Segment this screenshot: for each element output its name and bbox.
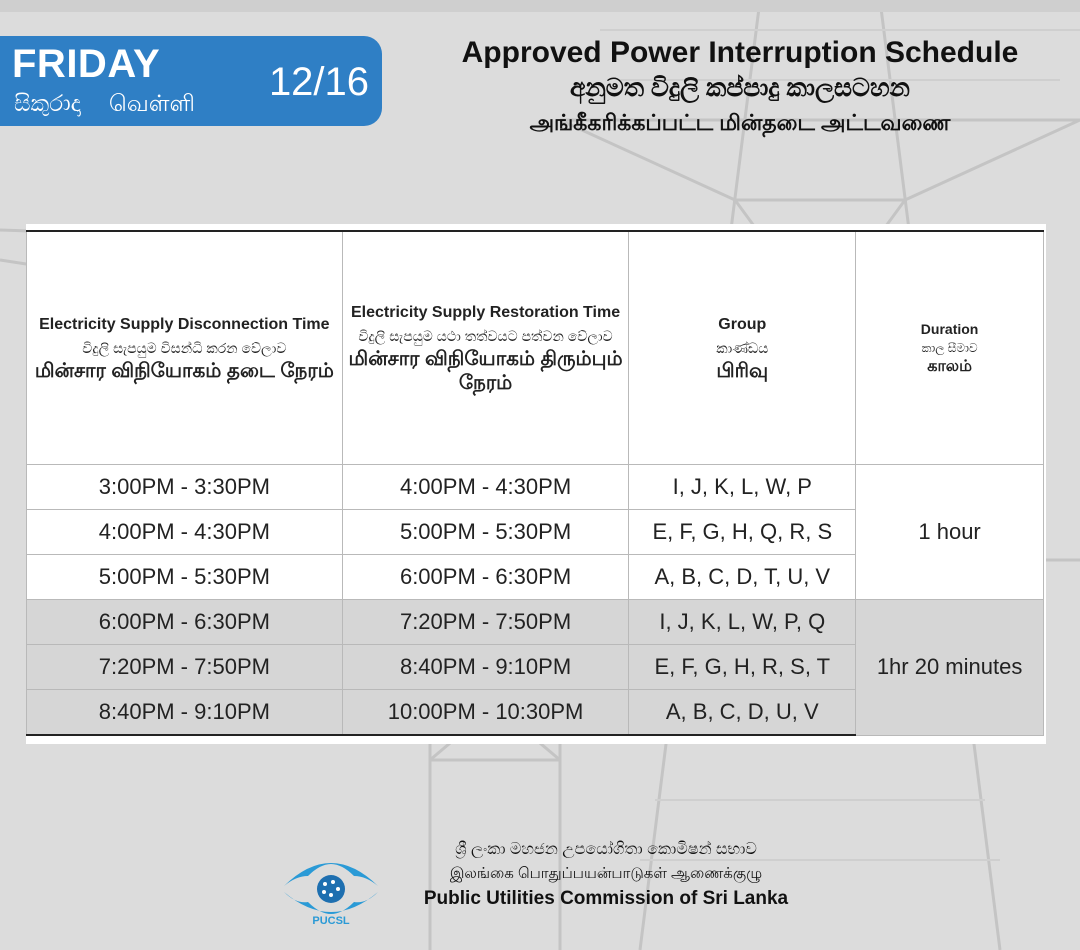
- logo-text: PUCSL: [312, 915, 350, 926]
- restore-time-cell: 10:00PM - 10:30PM: [342, 690, 629, 736]
- day-name-sinhala: සිකුරාදා: [14, 90, 81, 116]
- duration-cell: 1 hour: [856, 465, 1044, 600]
- header-duration: [856, 231, 1044, 465]
- header-sinhala: කාල සීමාව: [921, 341, 978, 355]
- header-restoration-time: [342, 231, 629, 465]
- disconnect-time-cell: 3:00PM - 3:30PM: [27, 465, 343, 510]
- header-english: Electricity Supply Disconnection Time: [39, 316, 330, 333]
- day-name-english: FRIDAY: [12, 42, 161, 86]
- header-sinhala: කාණ්ඩය: [716, 340, 769, 356]
- restore-time-cell: 6:00PM - 6:30PM: [342, 555, 629, 600]
- title-tamil: அங்கீகரிக்கப்பட்ட மின்தடை அட்டவணை: [529, 110, 951, 135]
- group-cell: E, F, G, H, Q, R, S: [629, 510, 856, 555]
- commission-name: [396, 838, 816, 912]
- group-cell: I, J, K, L, W, P: [629, 465, 856, 510]
- restore-time-cell: 4:00PM - 4:30PM: [342, 465, 629, 510]
- table-row: [27, 465, 1044, 510]
- header-tamil: மின்சார விநியோகம் திரும்பும் நேரம்: [348, 348, 623, 394]
- disconnect-time-cell: 5:00PM - 5:30PM: [27, 555, 343, 600]
- header-disconnection-time: [27, 231, 343, 465]
- day-name-tamil: வெள்ளி: [108, 90, 195, 116]
- disconnect-time-cell: 8:40PM - 9:10PM: [27, 690, 343, 736]
- commission-name-tamil: இலங்கை பொதுப்பயன்பாடுகள் ஆணைக்குழு: [449, 865, 763, 882]
- header-english: Group: [718, 316, 767, 333]
- header-sinhala: විදුලි සැපයුම යථා තත්වයට පත්වන වේලාව: [358, 328, 613, 344]
- group-cell: E, F, G, H, R, S, T: [629, 645, 856, 690]
- footer: [270, 838, 830, 928]
- table-header-row: [27, 231, 1044, 465]
- group-cell: A, B, C, D, U, V: [629, 690, 856, 736]
- header-sinhala: විදුලි සැපයුම විසන්ධි කරන වේලාව: [82, 340, 287, 356]
- schedule-table: [26, 230, 1044, 736]
- group-cell: A, B, C, D, T, U, V: [629, 555, 856, 600]
- header-group: [629, 231, 856, 465]
- restore-time-cell: 5:00PM - 5:30PM: [342, 510, 629, 555]
- disconnect-time-cell: 6:00PM - 6:30PM: [27, 600, 343, 645]
- title-sinhala: අනුමත විදුලි කප්පාදු කාලසටහන: [570, 74, 910, 102]
- table-row: [27, 600, 1044, 645]
- disconnect-time-cell: 7:20PM - 7:50PM: [27, 645, 343, 690]
- pucsl-logo: [276, 846, 386, 926]
- restore-time-cell: 7:20PM - 7:50PM: [342, 600, 629, 645]
- disconnect-time-cell: 4:00PM - 4:30PM: [27, 510, 343, 555]
- header-tamil: பிரிவு: [716, 360, 769, 382]
- header-english: Electricity Supply Restoration Time: [351, 304, 621, 321]
- top-stripe: [0, 0, 1080, 12]
- day-name-local: [14, 90, 195, 120]
- header-tamil: மின்சார விநியோகம் தடை நேரம்: [34, 360, 334, 382]
- duration-cell: 1hr 20 minutes: [856, 600, 1044, 736]
- date-label: 12/16: [268, 60, 370, 104]
- page-title: [420, 36, 1060, 140]
- title-english: Approved Power Interruption Schedule: [461, 36, 1019, 69]
- restore-time-cell: 8:40PM - 9:10PM: [342, 645, 629, 690]
- group-cell: I, J, K, L, W, P, Q: [629, 600, 856, 645]
- header-english: Duration: [920, 321, 979, 337]
- day-date-badge: [0, 36, 382, 126]
- commission-name-sinhala: ශ්‍රී ලංකා මහජන උපයෝගිතා කොමිෂන් සභාව: [455, 841, 757, 858]
- header-tamil: காலம்: [927, 358, 972, 375]
- schedule-table-panel: [26, 224, 1046, 744]
- commission-name-english: Public Utilities Commission of Sri Lanka: [423, 888, 789, 909]
